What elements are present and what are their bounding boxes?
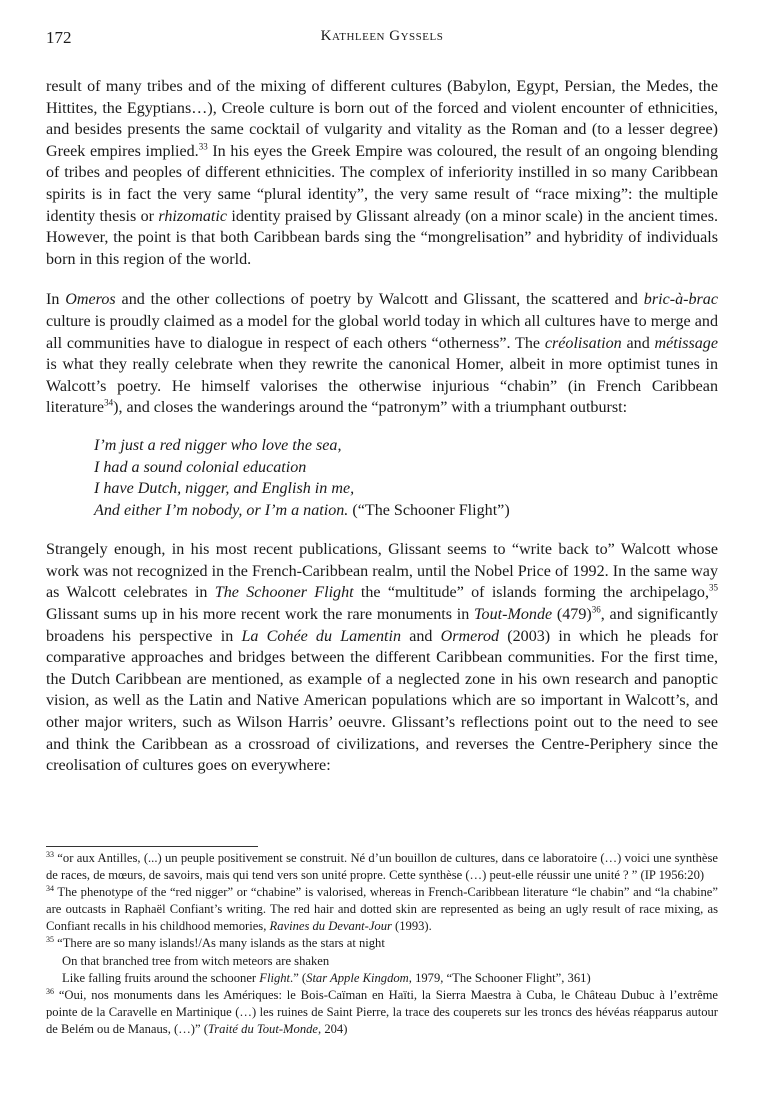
footnote-text: “or aux Antilles, (...) un peuple positivement se construit. Né d’un bouillon de cultures, dans ce laboratoire (…) voici une synthèse de races, de mœurs, de savoirs, mais qui tend vers son unité propre. Cette synthèse (…) peut-elle réussir une unité ? ” (IP 1956:20) <box>46 851 718 883</box>
text-run: culture is proudly claimed as a model for the global world today in which all cultures have to merge and all communities have to dialogue in respect of each others “otherness”. The <box>46 312 718 352</box>
footnote-number: 36 <box>46 986 54 996</box>
italic-title: Ravines du Devant-Jour <box>269 919 392 934</box>
text-run: Strangely enough, in his most recent publications, Glissant seems to “write back to” Walcott whose work was not recognized in the French-Caribbean realm, until the Nobel Price of 1992. In the same way as Walcott celebrates in <box>46 541 718 602</box>
page-number: 172 <box>46 28 72 47</box>
text-run: In his eyes the Greek Empire was coloured, the result of an ongoing blending of tribes and peoples of different ethnicities. The complex of inferiority instilled in so many Caribbean spirits is in fact the very same “plural identity”, the very same result of “race mixing”: the multiple identity thesis or <box>46 142 718 225</box>
verse-line-text: And either I’m nobody, or I’m a nation. <box>94 501 349 519</box>
footnote-text: .” ( <box>290 970 307 985</box>
verse-quotation <box>94 435 718 521</box>
italic-title: Star Apple Kingdom <box>306 970 409 985</box>
italic-title: Omeros <box>65 291 116 309</box>
footnote-33 <box>46 850 718 884</box>
paragraph-3 <box>46 539 718 777</box>
footnote-verse-line: On that branched tree from witch meteors are shaken <box>62 953 330 968</box>
footnotes <box>46 850 718 1038</box>
footnote-verse-line <box>46 970 718 987</box>
text-run: and the other collections of poetry by Walcott and Glissant, the scattered and <box>115 291 644 309</box>
text-run: identity praised by Glissant already (on a minor scale) in the ancient times. However, the point is that both Caribbean bards sing the “mongrelisation” and hybridity of individuals born in this region of the world. <box>46 207 718 268</box>
text-run: and <box>401 627 441 645</box>
text-run: and <box>621 334 655 352</box>
italic-term: créolisation <box>544 334 622 352</box>
text-run: is what they really celebrate when they rewrite the canonical Homer, albeit in more optimist tunes in Walcott’s poetry. He himself valorises the otherwise injurious “chabin” (in French Caribbean literature <box>46 356 718 417</box>
footnote-34 <box>46 884 718 935</box>
footnote-divider <box>46 846 258 847</box>
body-text <box>46 76 718 777</box>
italic-title: Traité du Tout-Monde <box>207 1021 319 1036</box>
page-header <box>46 28 718 54</box>
text-run: Glissant sums up in his more recent work the rare monuments in <box>46 606 475 624</box>
verse-line: I had a sound colonial education <box>94 458 307 476</box>
italic-term: métissage <box>654 334 718 352</box>
text-run: the “multitude” of islands forming the archipelago, <box>353 584 709 602</box>
footnote-ref-34[interactable]: 34 <box>104 397 114 408</box>
text-run: (479) <box>552 606 592 624</box>
footnote-35 <box>46 935 718 986</box>
footnote-number: 33 <box>46 849 54 859</box>
footnote-ref-35[interactable]: 35 <box>709 583 718 594</box>
verse-citation: (“The Schooner Flight”) <box>348 501 510 519</box>
italic-term: bric-à-brac <box>643 291 718 309</box>
italic-title: The Schooner Flight <box>214 584 354 602</box>
verse-line: I’m just a red nigger who love the sea, <box>94 436 342 454</box>
footnote-number: 34 <box>46 884 54 893</box>
italic-title: La Cohée du Lamentin <box>241 627 402 645</box>
footnote-text: Like falling fruits around the schooner <box>62 970 260 985</box>
running-head-author: Kathleen Gyssels <box>320 28 444 44</box>
footnote-ref-33[interactable]: 33 <box>198 141 208 152</box>
italic-title: Flight <box>259 970 291 985</box>
footnote-text: (1993). <box>391 919 432 934</box>
footnote-ref-36[interactable]: 36 <box>591 604 601 615</box>
text-run: result of many tribes and of the mixing of different cultures (Babylon, Egypt, Persian, the Medes, the Hittites, the Egyptians…), Creole culture is born out of the forced and violent encounter of ethnicities, and besides presents the same cocktail of vulgarity and vitality as the Roman and (to a lesser degree) Greek empires implied. <box>46 78 718 160</box>
italic-title: Ormerod <box>440 627 500 645</box>
footnote-text: “Oui, nos monuments dans les Amériques: le Bois-Caïman en Haïti, la Sierra Maestra à Cuba, le Château Dubuc à l’extrême pointe de la Caravelle en Martinique (…) les ruines de Saint Pierre, la trace des couperets sur les troncs des hévéas réapparus autour de Belém ou de Manaus, (…)” ( <box>46 987 718 1036</box>
footnote-36 <box>46 987 718 1038</box>
italic-title: Tout-Monde <box>474 606 553 624</box>
text-run: , and significantly broadens his perspective in <box>46 606 718 645</box>
text-run: (2003) in which he pleads for comparative approaches and bridges between the different Caribbean communities. For the first time, the Dutch Caribbean are mentioned, as example of a neglected zone in his own research and panoptic vision, as well as the Latin and Native American populations which are so important in Walcott’s, and other major writers, such as Wilson Harris’ oeuvre. Glissant’s reflections point out to the need to see and think the Caribbean as a crossroad of civilizations, and reverses the Centre-Periphery since the creolisation of cultures goes on everywhere: <box>46 627 719 775</box>
footnote-text: , 1979, “The Schooner Flight”, 361) <box>408 970 591 985</box>
paragraph-1 <box>46 76 718 270</box>
footnote-number: 35 <box>46 935 54 945</box>
text-run: In <box>46 291 66 309</box>
footnote-text: The phenotype of the “red nigger” or “chabine” is valorised, whereas in French-Caribbean literature “le chabin” and “la chabine” are outcasts in Raphaël Confiant’s writing. The red hair and dotted skin are represented as being an ugly result of race mixing, as Confiant recalls in his childhood memories, <box>46 885 718 934</box>
italic-term: rhizomatic <box>158 207 227 225</box>
text-run: ), and closes the wanderings around the “patronym” with a triumphant outburst: <box>113 399 628 417</box>
footnote-text: “There are so many islands!/As many islands as the stars at night <box>54 936 385 951</box>
verse-line: I have Dutch, nigger, and English in me, <box>94 480 355 498</box>
footnote-text: , 204) <box>318 1021 348 1036</box>
verse-line-last <box>94 500 718 522</box>
paragraph-2 <box>46 289 718 419</box>
